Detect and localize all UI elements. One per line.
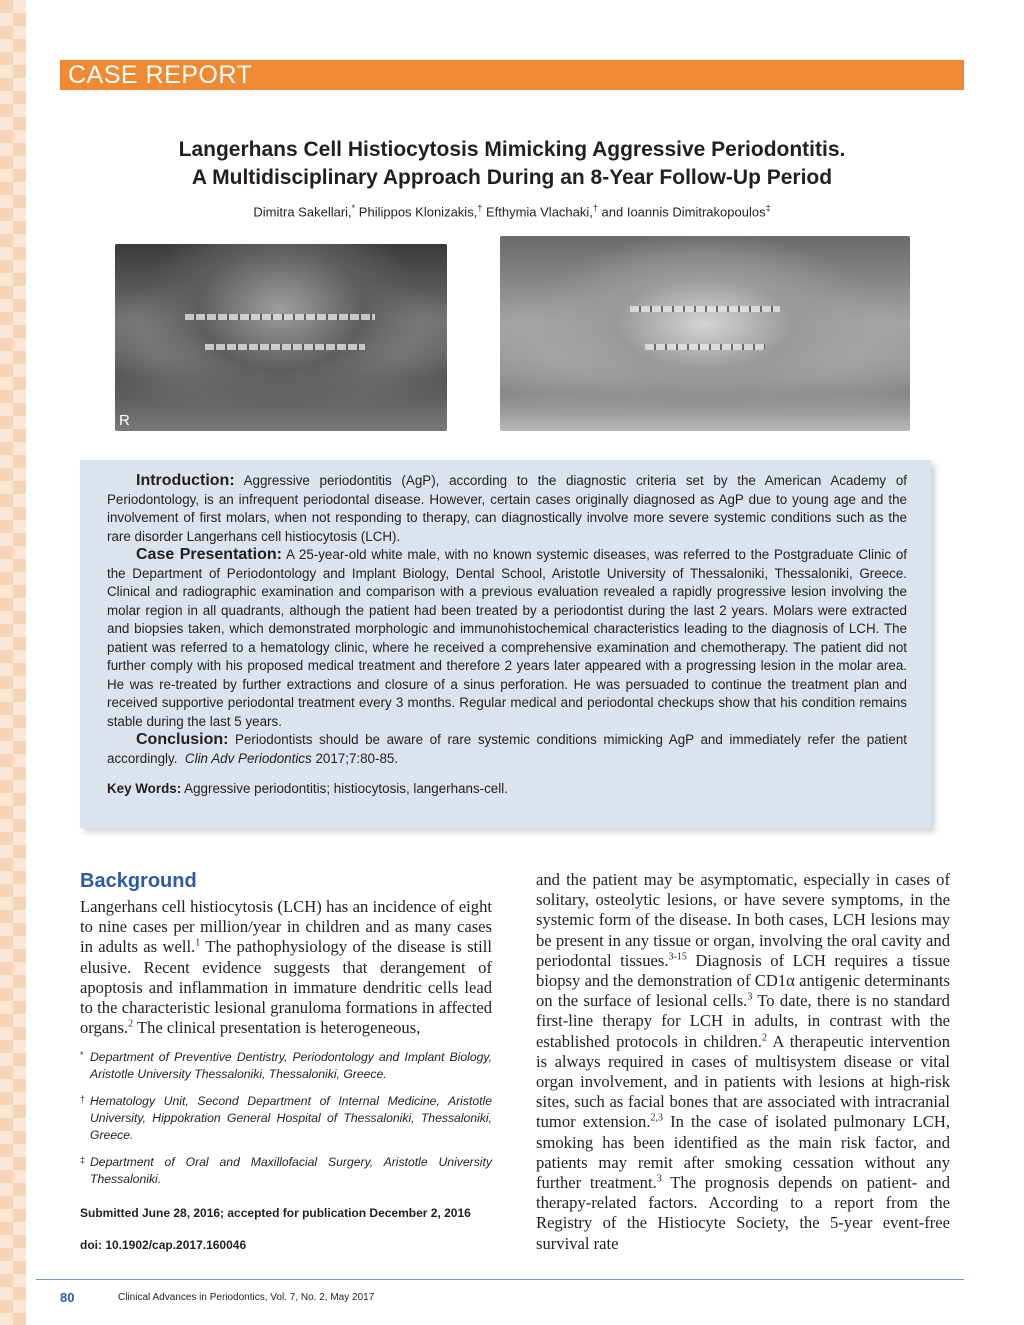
reference-marker: 1 <box>195 937 201 949</box>
footnote <box>80 1093 492 1144</box>
author-mark: † <box>592 203 598 213</box>
author-name: Efthymia Vlachaki, <box>485 204 593 220</box>
article-title-line-1: Langerhans Cell Histiocytosis Mimicking Aggressive Periodontitis. <box>178 138 846 161</box>
body-paragraph <box>536 870 950 1254</box>
body-text: The clinical presentation is heterogeneous, <box>133 1018 421 1038</box>
body-paragraph <box>80 897 492 1038</box>
author-mark: ‡ <box>765 203 771 213</box>
panoramic-xray-left <box>115 244 447 431</box>
journal-citation: Clinical Advances in Periodontics, Vol. 7, No. 2, May 2017 <box>118 1292 375 1303</box>
article-title <box>60 136 964 192</box>
author-name: Philippos Klonizakis, <box>358 204 478 220</box>
keywords-label: Key Words: <box>107 781 182 796</box>
affiliation-footnotes <box>80 1049 492 1198</box>
body-text: The prognosis depends on patient- and therapy-related factors. According to a report from the Registry of the Histiocyte Society, the 5-year event-free survival rate <box>536 1173 950 1253</box>
citation-details: 2017;7:80-85. <box>315 750 399 766</box>
submission-dates: Submitted June 28, 2016; accepted for publication December 2, 2016 <box>80 1206 471 1220</box>
author-mark: * <box>351 203 356 213</box>
lower-teeth-shape <box>645 344 765 350</box>
abstract-content <box>107 472 907 799</box>
page-number: 80 <box>60 1290 75 1305</box>
abstract-introduction <box>107 472 907 546</box>
keywords <box>107 780 907 799</box>
reference-marker: 3-15 <box>668 951 687 963</box>
footnote-mark: † <box>80 1094 86 1104</box>
decorative-checker-strip <box>0 0 26 1325</box>
section-banner <box>60 60 964 90</box>
footnote <box>80 1154 492 1188</box>
abstract-case-presentation <box>107 546 907 731</box>
keywords-text: Aggressive periodontitis; histiocytosis, langerhans-cell. <box>184 781 508 796</box>
reference-marker: 2,3 <box>650 1112 663 1124</box>
article-title-line-2: A Multidisciplinary Approach During an 8-Year Follow-Up Period <box>191 166 833 189</box>
body-text: The pathophysiology of the disease is still elusive. Recent evidence suggests that derangement of apoptosis and inflammation in immature dendritic cells lead to the characteristic lesional granuloma formations in affected organs. <box>80 937 493 1038</box>
footnote-text: Hematology Unit, Second Department of Internal Medicine, Aristotle University, Hippokration General Hospital of Thessaloniki, Thessaloniki, Greece. <box>90 1094 492 1142</box>
author-name: and Ioannis Dimitrakopoulos <box>601 204 766 220</box>
body-text: To date, there is no standard first-line therapy for LCH in adults, in contrast with the established protocols in children. <box>536 991 950 1051</box>
citation-journal: Clin Adv Periodontics <box>184 750 312 766</box>
body-text: Diagnosis of LCH requires a tissue biopsy and the demonstration of CD1α antigenic determinants on the surface of lesional cells. <box>536 950 951 1011</box>
body-text: and the patient may be asymptomatic, especially in cases of solitary, osteolytic lesions, or have severe symptoms, in the systemic form of the disease. In both cases, LCH lesions may be present in any tissue or organ, involving the oral cavity and periodontal tissues. <box>536 870 950 970</box>
xray-side-label: R <box>119 412 130 429</box>
upper-teeth-shape <box>630 306 780 312</box>
case-presentation-text: A 25-year-old white male, with no known systemic diseases, was referred to the Postgraduate Clinic of the Department of Periodontology and Implant Biology, Dental School, Aristotle University of Thessaloniki, Thessaloniki, Greece. Clinical and radiographic examination and comparison with a previous evaluation revealed a rapidly progressive lesion involving the molar region in all quadrants, although the patient had been treated by a periodontist during the last 2 years. Molars were extracted and biopsies taken, which demonstrated morphologic and immunohistochemical characteristics leading to the diagnosis of LCH. The patient was referred to a hematology clinic, where he received a comprehensive examination and chemotherapy. The patient did not further comply with his proposed medical treatment and therefore 2 years later appeared with a progressing lesion in the molar area. He was re-treated by further extractions and closure of a sinus perforation. He was persuaded to continue the treatment plan and received supportive periodontal treatment every 3 months. Regular medical and periodontal checkups show that his condition remains stable during the last 5 years. <box>107 547 908 729</box>
footnote-mark: ‡ <box>80 1155 86 1165</box>
case-presentation-heading: Case Presentation: <box>136 546 282 563</box>
footer-divider <box>36 1279 964 1280</box>
conclusion-heading: Conclusion: <box>136 731 229 748</box>
author-list <box>60 203 964 219</box>
abstract-conclusion <box>107 731 907 768</box>
reference-marker: 3 <box>747 991 753 1003</box>
body-text: In the case of isolated pulmonary LCH, smoking has been identified as the main risk factor, and patients may remit after smoking cessation without any further treatment. <box>536 1112 950 1193</box>
reference-marker: 3 <box>656 1173 662 1185</box>
lower-teeth-shape <box>205 344 365 350</box>
introduction-text: Aggressive periodontitis (AgP), according to the diagnostic criteria set by the American Academy of Periodontology, is an infrequent periodontal disease. However, certain cases originally diagnosed as AgP due to young age and the involvement of first molars, when not responding to therapy, can diagnostically involve more severe systemic conditions such as the rare disorder Langerhans cell histiocytosis (LCH). <box>107 473 907 544</box>
body-text: A therapeutic intervention is always required in cases of multisystem disease or vital organ involvement, and in patients with lesions at high-risk sites, such as facial bones that are associated with intracranial tumor extension. <box>536 1031 950 1132</box>
footnote <box>80 1049 492 1083</box>
footnote-text: Department of Preventive Dentistry, Periodontology and Implant Biology, Aristotle University Thessaloniki, Thessaloniki, Greece. <box>90 1050 492 1081</box>
body-column-right <box>536 870 950 1254</box>
body-text: Langerhans cell histiocytosis (LCH) has an incidence of eight to nine cases per million/year in children and as many cases in adults as well. <box>80 897 492 957</box>
introduction-heading: Introduction: <box>136 472 235 489</box>
doi-link[interactable]: doi: 10.1902/cap.2017.160046 <box>80 1238 247 1252</box>
footnote-text: Department of Oral and Maxillofacial Surgery, Aristotle University Thessaloniki. <box>90 1155 492 1186</box>
upper-teeth-shape <box>185 314 375 320</box>
section-banner-label: CASE REPORT <box>68 61 253 89</box>
abstract-box <box>80 460 931 828</box>
author-mark: † <box>477 203 483 213</box>
conclusion-text: Periodontists should be aware of rare systemic conditions mimicking AgP and immediately refer the patient accordingly. <box>107 732 907 766</box>
reference-marker: 2 <box>128 1018 134 1030</box>
background-heading: Background <box>80 870 197 892</box>
author-name: Dimitra Sakellari, <box>253 204 352 220</box>
body-column-left <box>80 897 492 1038</box>
panoramic-xray-right <box>500 236 910 431</box>
footnote-mark: * <box>80 1050 84 1060</box>
reference-marker: 2 <box>761 1032 767 1044</box>
